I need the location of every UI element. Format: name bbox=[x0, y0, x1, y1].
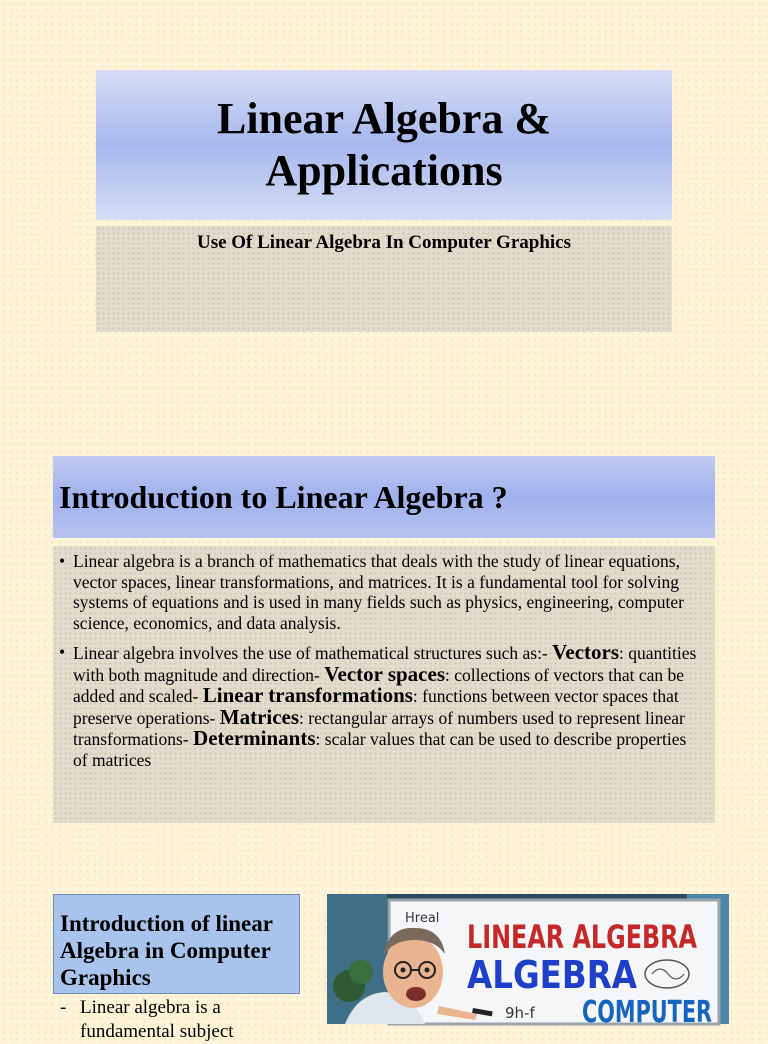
def-vector-spaces: : collections of vectors that can be added and scaled- bbox=[73, 664, 685, 706]
term-linear-transformations: Linear transformations bbox=[202, 683, 413, 707]
def-determinants: : scalar values that can be used to describe properties of matrices bbox=[73, 729, 687, 770]
whiteboard-illustration bbox=[327, 894, 729, 1030]
intro-slide-header bbox=[53, 456, 715, 538]
slide-title: Linear Algebra & Applications bbox=[216, 94, 552, 195]
whiteboard-line-1: LINEAR ALGEBRA bbox=[467, 918, 698, 956]
scribble-2: 9h-f bbox=[505, 1004, 535, 1022]
intro-bullet-list bbox=[73, 551, 701, 770]
cg-slide-header bbox=[53, 894, 300, 994]
intro-slide-title: Introduction to Linear Algebra ? bbox=[59, 478, 508, 515]
title-slide-header bbox=[96, 70, 672, 220]
term-vector-spaces: Vector spaces bbox=[324, 661, 445, 686]
term-vectors: Vectors bbox=[552, 640, 620, 664]
def-matrices: : rectangular arrays of numbers used to represent linear transformations- bbox=[73, 707, 685, 749]
title-slide-subtitle-box bbox=[96, 226, 672, 332]
term-matrices: Matrices bbox=[219, 704, 300, 729]
cg-slide-title: Introduction of linear Algebra in Computer Graphics bbox=[60, 911, 273, 990]
term-determinants: Determinants bbox=[193, 726, 316, 750]
intro-slide-body bbox=[53, 546, 715, 823]
whiteboard-line-3: COMPUTER bbox=[582, 995, 712, 1030]
intro-bullet-2 bbox=[73, 642, 701, 770]
linear-algebra-whiteboard-image bbox=[327, 894, 729, 1030]
scribble-1: Hreal bbox=[405, 911, 440, 926]
bullet2-lead: Linear algebra involves the use of mathematical structures such as:- bbox=[73, 643, 553, 663]
cg-bullet-text: Linear algebra is a fundamental subject bbox=[80, 997, 234, 1042]
def-vectors: : quantities with both magnitude and direction- bbox=[73, 643, 697, 685]
intro-bullet-1: • Linear algebra is a branch of mathematics that deals with the study of linear equations, vector spaces, linear transformations, and matrices. It is a fundamental tool for solving systems of equations and is used in many fields such as physics, engineering, computer science, economics, and data analysis. bbox=[73, 551, 701, 633]
slide-subtitle: Use Of Linear Algebra In Computer Graphics bbox=[196, 232, 572, 253]
cg-bullet-marker: - bbox=[60, 997, 67, 1018]
def-linear-transformations: : functions between vector spaces that preserve operations- bbox=[73, 686, 679, 728]
whiteboard-line-2: ALGEBRA bbox=[467, 953, 638, 997]
